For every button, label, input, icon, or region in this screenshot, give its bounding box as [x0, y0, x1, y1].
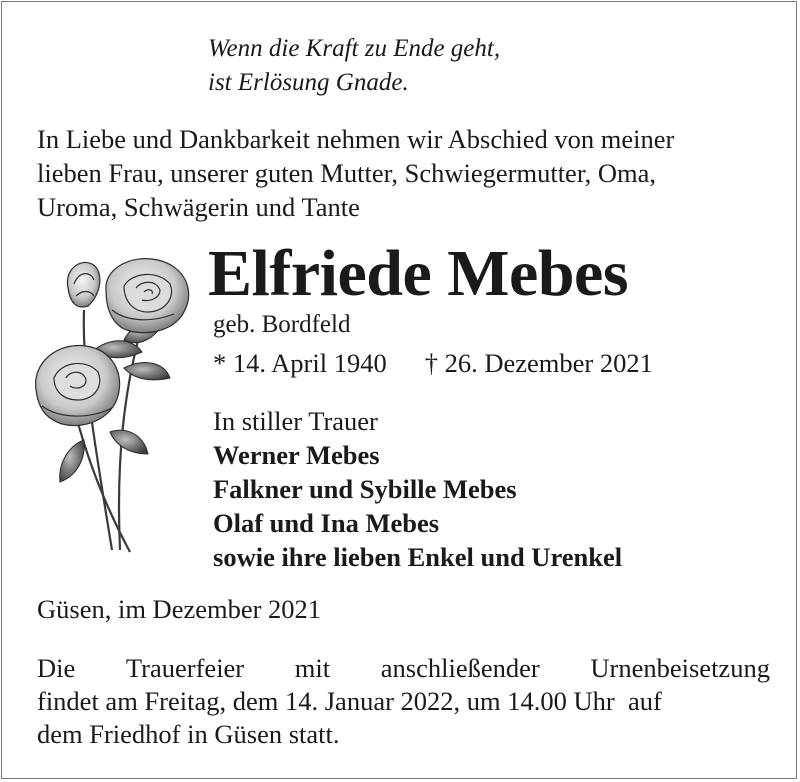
- place-date: Güsen, im Dezember 2021: [37, 594, 322, 624]
- notice-line-1: [37, 652, 770, 685]
- mourner-name: sowie ihre lieben Enkel und Urenkel: [213, 542, 623, 572]
- mourner-name: Olaf und Ina Mebes: [213, 508, 440, 538]
- motto-line-2: ist Erlösung Gnade.: [208, 69, 409, 96]
- roses-icon: [24, 250, 199, 560]
- notice-word: Urnenbeisetzung: [590, 653, 770, 683]
- mourner-name: Falkner und Sybille Mebes: [213, 474, 517, 504]
- birth-date: * 14. April 1940: [213, 348, 387, 378]
- funeral-notice: [37, 652, 770, 751]
- deceased-name: Elfriede Mebes: [208, 237, 629, 310]
- life-dates: [213, 346, 653, 380]
- maiden-name: geb. Bordfeld: [213, 311, 351, 338]
- motto: [208, 32, 500, 100]
- notice-word: Trauerfeier: [125, 653, 245, 683]
- intro-line-3: Uroma, Schwägerin und Tante: [37, 192, 360, 222]
- notice-line-2: findet am Freitag, dem 14. Januar 2022, um 14.00 Uhr auf: [37, 686, 662, 716]
- notice-word: anschließender: [380, 653, 540, 683]
- notice-line-3: dem Friedhof in Güsen statt.: [37, 719, 340, 749]
- intro-line-1: In Liebe und Dankbarkeit nehmen wir Abschied von meiner: [37, 124, 675, 154]
- notice-word: mit: [294, 653, 331, 683]
- mourners-heading: In stiller Trauer: [213, 406, 378, 436]
- intro-line-2: lieben Frau, unserer guten Mutter, Schwiegermutter, Oma,: [37, 158, 656, 188]
- mourner-name: Werner Mebes: [213, 440, 380, 470]
- death-date: † 26. Dezember 2021: [424, 348, 653, 378]
- mourners-block: [213, 404, 622, 574]
- obituary-card: [1, 1, 797, 779]
- notice-word: Die: [37, 653, 76, 683]
- motto-line-1: Wenn die Kraft zu Ende geht,: [208, 35, 501, 62]
- intro-text: [37, 122, 772, 224]
